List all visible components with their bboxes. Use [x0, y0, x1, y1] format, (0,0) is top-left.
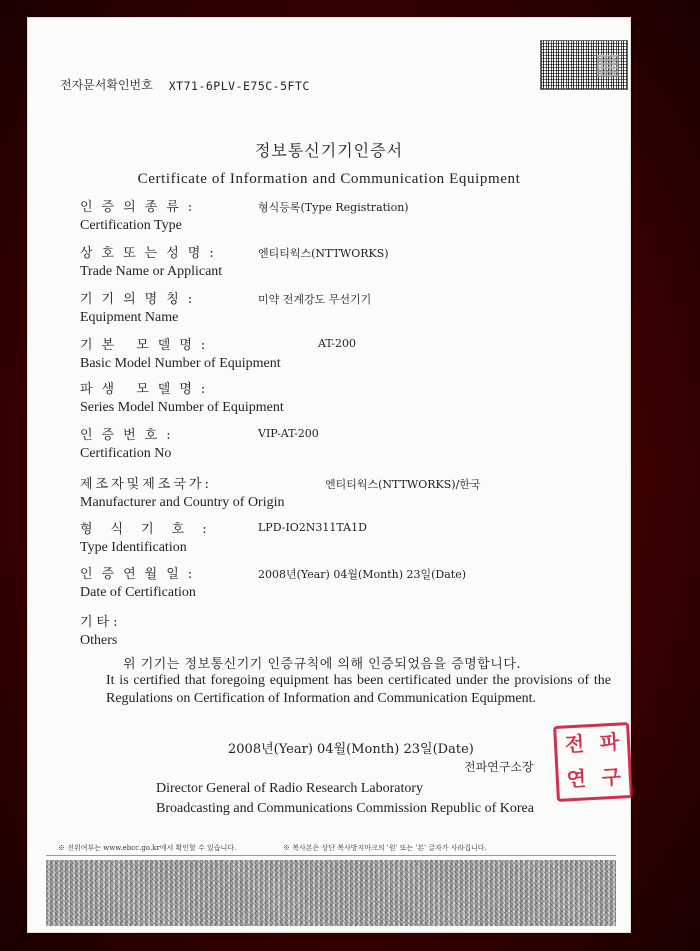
field-value: VIP-AT-200 [258, 427, 319, 440]
copy-protection-glyph: ▦ [594, 47, 621, 80]
field-label-korean: 제조자및제조국가: [80, 477, 212, 492]
document-number-label: 전자문서확인번호 [60, 78, 153, 92]
field-value: 형식등록(Type Registration) [258, 201, 409, 214]
title-english: Certificate of Information and Communication Equipment [137, 171, 521, 187]
field-label-english: Trade Name or Applicant [80, 264, 223, 279]
field-label-english: Certification No [80, 446, 172, 461]
field-label-korean: 기기의명칭: [80, 292, 202, 307]
statement-korean: 위 기기는 정보통신기기 인증규칙에 의해 인증되었음을 증명합니다. [123, 657, 522, 672]
field-label-korean: 기타: [80, 615, 122, 630]
field-value: 엔티티웍스(NTTWORKS)/한국 [325, 478, 481, 491]
field-label-korean: 인증의종류: [80, 200, 202, 215]
security-pattern [46, 860, 616, 926]
field-value: 2008년(Year) 04월(Month) 23일(Date) [258, 568, 467, 581]
document-number [60, 76, 310, 93]
footer-note-verify: ※ 진위여부는 www.ebcc.go.kr에서 확인할 수 있습니다. [58, 844, 237, 852]
field-label-english: Date of Certification [80, 585, 196, 600]
statement-english: It is certified that foregoing equipment has been certificated under the provisions of the Regulations on Certification of Information and Communication Equipment. [106, 673, 611, 706]
field-label-korean: 기본 모델명: [80, 338, 215, 353]
copy-protection-mark [540, 40, 628, 90]
field-value: AT-200 [318, 337, 356, 350]
seal-char: 파 [599, 729, 620, 755]
field-label-korean: 인증번호: [80, 428, 180, 443]
issue-date: 2008년(Year) 04월(Month) 23일(Date) [228, 742, 474, 757]
seal-char: 연 [566, 766, 587, 792]
field-label-korean: 형식기호: [80, 522, 225, 537]
certificate-page [28, 18, 630, 932]
field-value: 미약 전계강도 무선기기 [258, 293, 372, 306]
seal-char: 구 [601, 764, 622, 790]
footer-note-copy: ※ 복사본은 상단 복사방지마크의 '원' 또는 '본' 글자가 사라집니다. [283, 844, 487, 852]
field-label-english: Equipment Name [80, 310, 179, 325]
field-label-korean: 상호또는성명: [80, 246, 223, 261]
field-label-english: Manufacturer and Country of Origin [80, 495, 285, 510]
field-value: 엔티티웍스(NTTWORKS) [258, 247, 389, 260]
official-seal-stamp [553, 722, 633, 802]
field-label-english: Series Model Number of Equipment [80, 400, 284, 415]
document-number-value: XT71-6PLV-E75C-5FTC [168, 79, 310, 93]
footer-divider [46, 855, 616, 856]
field-label-english: Basic Model Number of Equipment [80, 356, 281, 371]
issuer-korean: 전파연구소장 [464, 760, 534, 774]
field-label-korean: 파생 모델명: [80, 382, 215, 397]
field-label-english: Type Identification [80, 540, 187, 555]
seal-char: 전 [564, 731, 585, 757]
issuer-english-org: Broadcasting and Communications Commission Republic of Korea [156, 801, 534, 816]
field-label-korean: 인증연월일: [80, 567, 202, 582]
issuer-english-title: Director General of Radio Research Laboratory [156, 781, 424, 796]
title-korean: 정보통신기기인증서 [254, 141, 404, 160]
field-value: LPD-IO2N311TA1D [258, 521, 367, 534]
field-label-english: Certification Type [80, 218, 182, 233]
field-label-english: Others [80, 633, 118, 648]
